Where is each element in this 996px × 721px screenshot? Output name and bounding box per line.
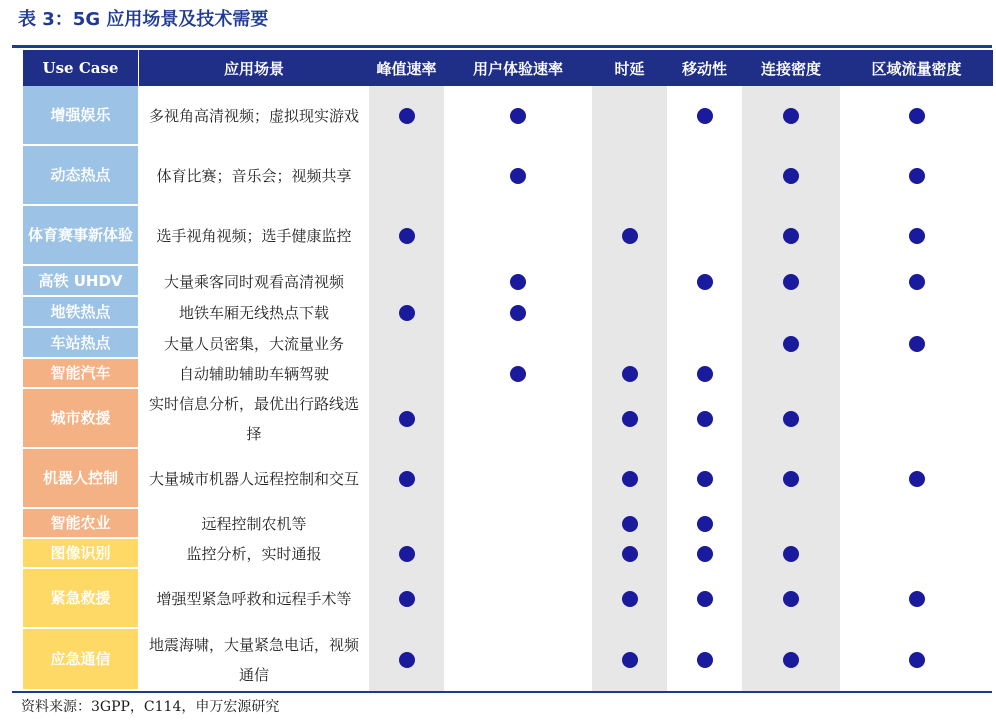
requirement-dot-icon (697, 108, 713, 124)
requirement-cell (667, 266, 742, 297)
requirement-cell (444, 509, 592, 539)
requirement-cell (592, 389, 667, 449)
requirement-cell (592, 509, 667, 539)
requirement-cell (840, 86, 993, 146)
requirement-dot-icon (399, 471, 415, 487)
requirement-cell (742, 297, 840, 328)
requirement-cell (840, 569, 993, 629)
requirement-cell (592, 86, 667, 146)
requirement-cell (742, 629, 840, 691)
requirement-dot-icon (399, 228, 415, 244)
use-case-cell: 紧急救援 (23, 569, 139, 629)
requirement-cell (742, 509, 840, 539)
requirement-cell (840, 206, 993, 266)
requirement-cell (369, 359, 444, 389)
header-scenario: 应用场景 (139, 50, 369, 86)
requirement-dot-icon (697, 411, 713, 427)
scenario-cell: 选手视角视频；选手健康监控 (156, 227, 352, 245)
requirement-cell (840, 629, 993, 691)
requirement-cell (840, 389, 993, 449)
requirement-cell (840, 297, 993, 328)
title-rule (12, 45, 992, 48)
use-case-cell: 动态热点 (23, 146, 139, 206)
requirement-cell (840, 539, 993, 569)
requirement-cell (369, 509, 444, 539)
requirement-dot-icon (783, 108, 799, 124)
requirement-cell (444, 206, 592, 266)
scenario-cell: 大量乘客同时观看高清视频 (163, 272, 344, 291)
use-case-cell: 机器人控制 (23, 449, 139, 509)
requirement-cell (840, 266, 993, 297)
requirement-cell (369, 389, 444, 449)
requirement-dot-icon (622, 411, 638, 427)
requirement-dot-icon (697, 366, 713, 382)
requirement-cell (667, 509, 742, 539)
requirement-cell (667, 569, 742, 629)
source-note: 资料来源：3GPP，C114，申万宏源研究 (21, 699, 280, 715)
requirement-cell (444, 629, 592, 691)
use-case-cell: 图像识别 (23, 539, 139, 569)
requirement-cell (840, 359, 993, 389)
requirement-dot-icon (697, 516, 713, 532)
requirement-dot-icon (510, 168, 526, 184)
use-case-cell: 体育赛事新体验 (23, 206, 139, 266)
requirement-cell (840, 328, 993, 359)
requirement-cell (667, 86, 742, 146)
requirement-cell (444, 328, 592, 359)
requirement-dot-icon (909, 591, 925, 607)
requirement-cell (592, 449, 667, 509)
requirement-dot-icon (399, 305, 415, 321)
requirement-cell (444, 389, 592, 449)
use-case-cell: 智能汽车 (23, 359, 139, 389)
requirement-dot-icon (783, 336, 799, 352)
scenario-cell: 自动辅助辅助车辆驾驶 (178, 365, 329, 383)
requirement-dot-icon (697, 546, 713, 562)
requirement-dot-icon (783, 471, 799, 487)
requirement-cell (444, 359, 592, 389)
requirement-dot-icon (622, 591, 638, 607)
requirement-cell (592, 297, 667, 328)
requirement-cell (742, 359, 840, 389)
scenario-cell: 体育比赛；音乐会；视频共享 (156, 167, 352, 185)
requirement-dot-icon (399, 652, 415, 668)
requirement-dot-icon (622, 471, 638, 487)
requirement-dot-icon (510, 274, 526, 290)
header-latency: 时延 (592, 50, 667, 86)
requirement-dot-icon (510, 108, 526, 124)
use-case-cell: 城市救援 (23, 389, 139, 449)
requirement-cell (592, 206, 667, 266)
scenario-cell: 实时信息分析，最优出行路线选择 (148, 395, 359, 443)
requirement-cell (667, 146, 742, 206)
requirement-cell (840, 509, 993, 539)
requirement-cell (369, 266, 444, 297)
requirement-cell (667, 629, 742, 691)
requirement-cell (742, 389, 840, 449)
use-case-cell: 智能农业 (23, 509, 139, 539)
scenario-cell: 远程控制农机等 (201, 515, 307, 533)
requirement-dot-icon (909, 274, 925, 290)
requirement-cell (840, 449, 993, 509)
requirement-dot-icon (783, 652, 799, 668)
requirement-dot-icon (622, 652, 638, 668)
requirement-dot-icon (622, 546, 638, 562)
use-case-cell: 地铁热点 (23, 297, 139, 328)
requirement-cell (444, 146, 592, 206)
use-case-cell: 高铁 UHDV (23, 266, 139, 297)
requirement-dot-icon (697, 652, 713, 668)
scenario-cell: 增强型紧急呼救和远程手术等 (156, 590, 352, 608)
requirement-cell (444, 449, 592, 509)
header-user-rate: 用户体验速率 (444, 50, 592, 86)
requirement-cell (742, 539, 840, 569)
requirement-cell (444, 539, 592, 569)
requirement-cell (592, 146, 667, 206)
requirement-dot-icon (783, 411, 799, 427)
requirement-cell (592, 328, 667, 359)
requirement-cell (742, 146, 840, 206)
requirement-dot-icon (399, 411, 415, 427)
requirement-dot-icon (783, 228, 799, 244)
requirement-cell (592, 629, 667, 691)
requirement-dot-icon (909, 336, 925, 352)
requirement-dot-icon (622, 228, 638, 244)
requirement-cell (369, 629, 444, 691)
requirement-cell (742, 266, 840, 297)
requirement-dot-icon (697, 591, 713, 607)
requirements-table (23, 50, 993, 691)
scenario-cell: 多视角高清视频；虚拟现实游戏 (148, 107, 359, 125)
scenario-cell: 监控分析，实时通报 (186, 545, 322, 563)
header-area-traffic-density: 区域流量密度 (840, 50, 993, 86)
requirement-dot-icon (510, 305, 526, 321)
use-case-cell: 车站热点 (23, 328, 139, 359)
requirement-cell (444, 569, 592, 629)
requirement-dot-icon (622, 516, 638, 532)
table-title: 表 3：5G 应用场景及技术需要 (18, 9, 269, 30)
requirement-dot-icon (399, 591, 415, 607)
requirement-dot-icon (622, 366, 638, 382)
requirement-dot-icon (697, 471, 713, 487)
requirement-cell (667, 297, 742, 328)
requirement-cell (667, 328, 742, 359)
requirement-cell (667, 449, 742, 509)
scenario-cell: 地震海啸，大量紧急电话，视频通信 (148, 636, 359, 684)
requirement-dot-icon (783, 274, 799, 290)
requirement-dot-icon (909, 471, 925, 487)
requirement-cell (667, 539, 742, 569)
requirement-dot-icon (909, 108, 925, 124)
requirement-cell (840, 146, 993, 206)
header-use-case: Use Case (23, 50, 139, 86)
requirement-cell (742, 86, 840, 146)
requirement-cell (742, 569, 840, 629)
header-mobility: 移动性 (667, 50, 742, 86)
use-case-cell: 应急通信 (23, 629, 139, 691)
scenario-cell: 地铁车厢无线热点下载 (178, 303, 329, 322)
requirement-dot-icon (909, 652, 925, 668)
requirement-cell (742, 449, 840, 509)
requirement-dot-icon (510, 366, 526, 382)
requirement-cell (667, 389, 742, 449)
requirement-dot-icon (697, 274, 713, 290)
use-case-cell: 增强娱乐 (23, 86, 139, 146)
requirement-dot-icon (909, 228, 925, 244)
requirement-dot-icon (909, 168, 925, 184)
requirement-dot-icon (783, 546, 799, 562)
requirement-cell (592, 359, 667, 389)
header-connection-density: 连接密度 (742, 50, 840, 86)
requirement-cell (369, 569, 444, 629)
requirement-cell (369, 206, 444, 266)
requirement-dot-icon (399, 108, 415, 124)
scenario-cell: 大量城市机器人远程控制和交互 (148, 470, 359, 488)
requirement-cell (369, 297, 444, 328)
requirement-cell (444, 297, 592, 328)
requirement-cell (444, 86, 592, 146)
requirement-cell (592, 539, 667, 569)
requirement-cell (444, 266, 592, 297)
scenario-cell: 大量人员密集，大流量业务 (163, 334, 344, 353)
bottom-rule (12, 691, 992, 693)
requirement-dot-icon (399, 546, 415, 562)
requirement-cell (592, 569, 667, 629)
requirement-dot-icon (783, 591, 799, 607)
requirement-cell (369, 146, 444, 206)
requirement-cell (369, 539, 444, 569)
requirement-cell (742, 328, 840, 359)
requirement-cell (667, 206, 742, 266)
requirement-cell (667, 359, 742, 389)
requirement-cell (369, 449, 444, 509)
requirement-cell (742, 206, 840, 266)
requirement-dot-icon (783, 168, 799, 184)
requirement-cell (369, 86, 444, 146)
requirement-cell (369, 328, 444, 359)
header-peak-rate: 峰值速率 (369, 50, 444, 86)
requirement-cell (592, 266, 667, 297)
